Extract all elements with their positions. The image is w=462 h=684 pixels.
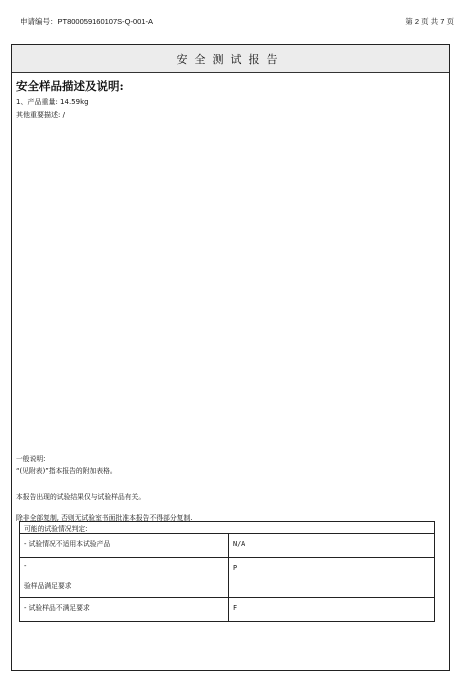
verdict-value: N/A: [233, 540, 246, 548]
general-notes-label: 一般说明:: [16, 455, 46, 463]
verdict-value: P: [233, 564, 238, 572]
condition-text: -: [24, 562, 27, 570]
table-row: [20, 558, 435, 598]
attachment-note: “(见附表)”指本报告的附加表格。: [16, 467, 117, 475]
condition-text-continued: 验样品满足要求: [24, 582, 72, 590]
page-number: 第 2 页 共 7 页: [405, 17, 454, 26]
table-row: [20, 534, 435, 558]
results-note: 本报告出现的试验结果仅与试验样品有关。: [16, 493, 146, 501]
condition-text: - 试验样品不满足要求: [24, 604, 90, 612]
report-frame: [11, 44, 450, 671]
application-number: 申请编号：PT800059160107S-Q-001-A: [20, 17, 153, 26]
verdict-table: [19, 521, 435, 622]
page-header: [20, 16, 454, 28]
product-weight: 1、产品重量: 14.59kg: [16, 98, 89, 106]
report-title: 安全测试报告: [12, 45, 449, 73]
verdict-table-header: 可能的试验情况判定:: [20, 522, 435, 534]
condition-text: - 试验情况不适用本试验产品: [24, 540, 111, 548]
section-title: 安全样品描述及说明:: [16, 79, 124, 93]
other-description: 其他重要描述: /: [16, 111, 65, 119]
verdict-value: F: [233, 604, 238, 612]
copy-note: 除非全部复制, 否则无试验室书面批准本报告不得部分复制.: [16, 514, 193, 522]
table-row: [20, 598, 435, 622]
